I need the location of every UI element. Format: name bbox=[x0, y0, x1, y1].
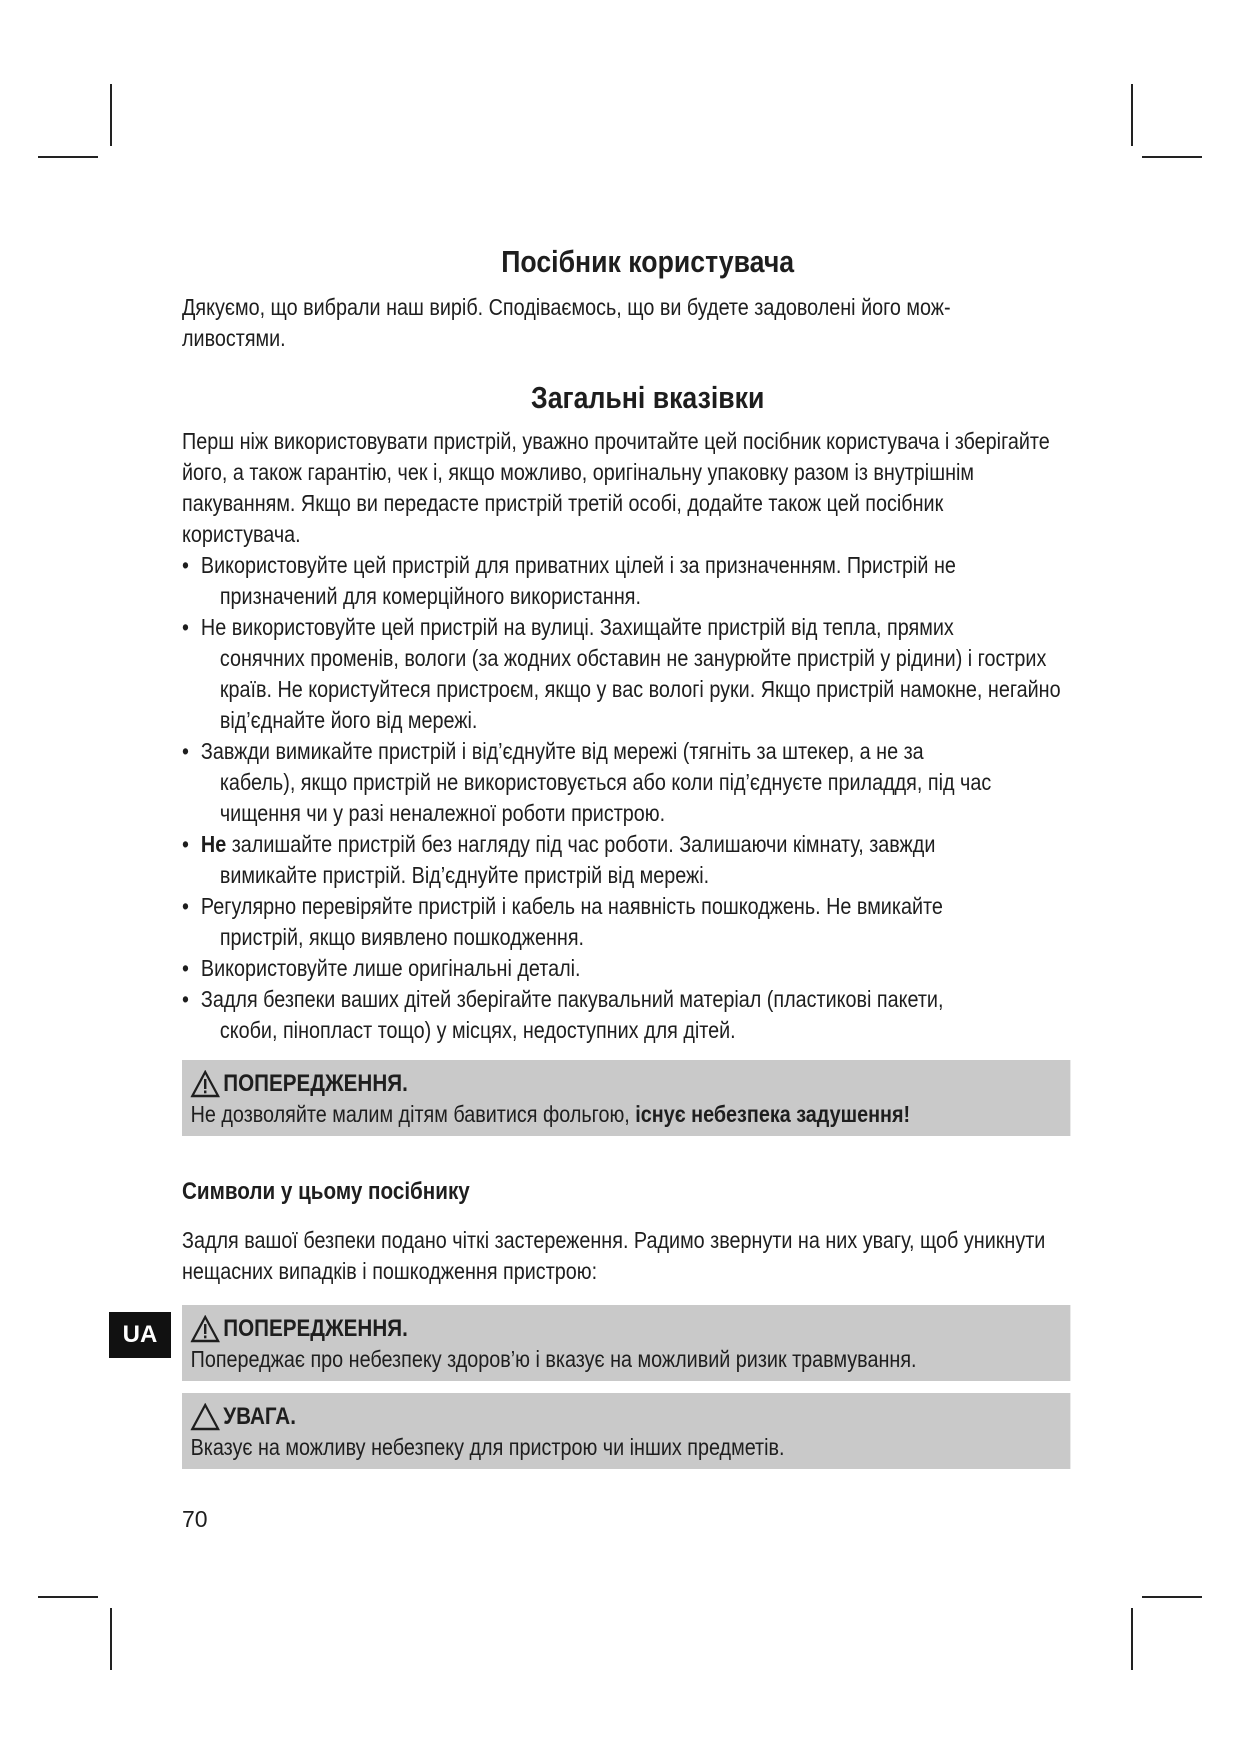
symbols-paragraph: Задля вашої безпеки подано чіткі застереження. Радимо звернути на них увагу, щоб уникнути нещасних випадків і пошкодження пристрою: bbox=[182, 1227, 1046, 1284]
list-item bbox=[182, 891, 1062, 953]
intro-paragraph bbox=[182, 292, 1062, 354]
bullet: • bbox=[182, 986, 189, 1012]
crop-mark bbox=[110, 1608, 112, 1670]
language-tab: UA bbox=[109, 1312, 171, 1358]
intro-line: ливостями. bbox=[182, 325, 286, 351]
list-item-emphasis: Не bbox=[200, 831, 227, 857]
crop-mark bbox=[1131, 1608, 1133, 1670]
page-content bbox=[182, 242, 1062, 1469]
caution-label: УВАГА. bbox=[223, 1403, 296, 1430]
crop-mark bbox=[1142, 156, 1202, 158]
list-item-text: Використовуйте лише оригінальні деталі. bbox=[200, 955, 581, 981]
symbols-heading: Символи у цьому посібнику bbox=[182, 1178, 470, 1205]
warning-header bbox=[191, 1068, 1062, 1099]
warning-symbol-box bbox=[182, 1305, 1070, 1381]
intro-line: Дякуємо, що вибрали наш виріб. Сподіваємось, що ви будете задоволені його мож- bbox=[182, 294, 951, 320]
list-item bbox=[182, 829, 1062, 891]
list-item-continuation: кабель), якщо пристрій не використовується або коли під’єднуєте приладдя, під час чищення чи у разі неналежної роботи пристрою. bbox=[219, 769, 992, 826]
warning-label: ПОПЕРЕДЖЕННЯ. bbox=[223, 1315, 408, 1342]
page-title: Посібник користувача bbox=[501, 244, 795, 279]
caution-text: Вказує на можливу небезпеку для пристрою чи інших предметів. bbox=[190, 1434, 785, 1460]
warning-text: Попереджає про небезпеку здоров’ю і вказує на можливий ризик травмування. bbox=[190, 1346, 917, 1372]
page-number: 70 bbox=[182, 1506, 208, 1532]
bullet: • bbox=[182, 893, 189, 919]
list-item-text: Регулярно перевіряйте пристрій і кабель на наявність пошкоджень. Не вмикайте bbox=[200, 893, 943, 919]
list-item-continuation: сонячних променів, вологи (за жодних обставин не занурюйте пристрій у рідини) і гострих країв. Не користуйтеся пристроєм, якщо у вас вологі руки. Якщо пристрій намокне, негайно від’єднайте його від мережі. bbox=[219, 645, 1061, 733]
list-item-continuation: пристрій, якщо виявлено пошкодження. bbox=[219, 924, 585, 950]
bullet: • bbox=[182, 738, 189, 764]
warning-triangle-icon bbox=[191, 1070, 220, 1098]
general-paragraph: Перш ніж використовувати пристрій, уважно прочитайте цей посібник користувача і зберігайте його, а також гарантію, чек і, якщо можливо, оригінальну упаковку разом із внутрішнім пакуванням. Якщо ви передасте пристрій третій особі, додайте також цей посібник користувача. bbox=[182, 428, 1050, 547]
list-item-text: Задля безпеки ваших дітей зберігайте пакувальний матеріал (пластикові пакети, bbox=[200, 986, 944, 1012]
list-item-text-tail: залишайте пристрій без нагляду під час роботи. Залишаючи кімнату, завжди bbox=[226, 831, 936, 857]
bullet: • bbox=[182, 831, 189, 857]
warning-text-regular: Не дозволяйте малим дітям бавитися фольгою, bbox=[190, 1101, 636, 1127]
bullet: • bbox=[182, 614, 189, 640]
bullet: • bbox=[182, 955, 189, 981]
caution-symbol-box bbox=[182, 1393, 1070, 1469]
warning-triangle-icon bbox=[191, 1315, 220, 1343]
crop-mark bbox=[110, 84, 112, 146]
list-item-text bbox=[201, 829, 1062, 860]
warning-box bbox=[182, 1060, 1070, 1136]
list-item bbox=[182, 953, 1062, 984]
list-item-text: Не використовуйте цей пристрій на вулиці. Захищайте пристрій від тепла, прямих bbox=[200, 614, 954, 640]
bullet: • bbox=[182, 552, 189, 578]
warning-header bbox=[191, 1313, 1062, 1344]
crop-mark bbox=[1131, 84, 1133, 146]
list-item bbox=[182, 612, 1062, 736]
warning-text bbox=[191, 1099, 1062, 1130]
list-item bbox=[182, 736, 1062, 829]
list-item-continuation: призначений для комерційного використання. bbox=[219, 583, 641, 609]
list-item-text: Завжди вимикайте пристрій і від’єднуйте від мережі (тягніть за штекер, а не за bbox=[200, 738, 924, 764]
warning-text-bold: існує небезпека задушення! bbox=[635, 1101, 911, 1127]
warning-label: ПОПЕРЕДЖЕННЯ. bbox=[223, 1070, 408, 1097]
list-item bbox=[182, 984, 1062, 1046]
crop-mark bbox=[1142, 1596, 1202, 1598]
safety-list bbox=[182, 550, 1062, 1046]
crop-mark bbox=[38, 156, 98, 158]
list-item-continuation: вимикайте пристрій. Від’єднуйте пристрій від мережі. bbox=[219, 862, 710, 888]
crop-mark bbox=[38, 1596, 98, 1598]
list-item bbox=[182, 550, 1062, 612]
list-item-text: Використовуйте цей пристрій для приватних цілей і за призначенням. Пристрій не bbox=[200, 552, 956, 578]
caution-header bbox=[191, 1401, 1062, 1432]
section-heading-general: Загальні вказівки bbox=[530, 380, 765, 415]
caution-triangle-icon bbox=[191, 1403, 220, 1431]
list-item-continuation: скоби, пінопласт тощо) у місцях, недоступних для дітей. bbox=[219, 1017, 736, 1043]
